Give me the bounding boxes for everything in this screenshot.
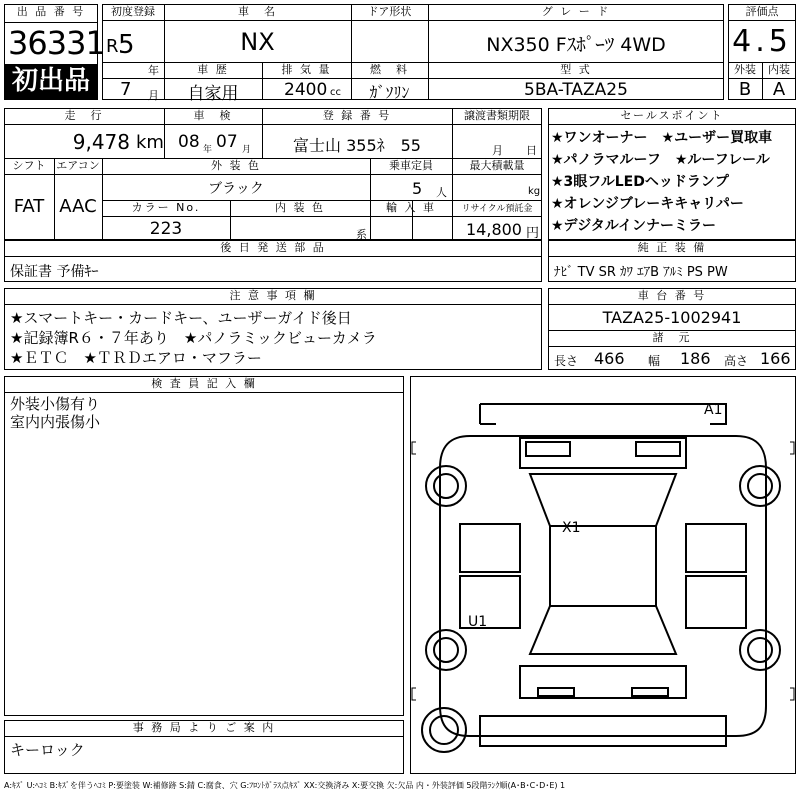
sales-point: ★ワンオーナー ★ユーザー買取車 bbox=[551, 130, 773, 146]
era: R bbox=[106, 36, 119, 57]
ac-label: エアコン bbox=[56, 159, 100, 172]
shift: FAT bbox=[13, 196, 45, 217]
inspection-label: 車 検 bbox=[193, 109, 233, 122]
exterior-label: 外装 bbox=[734, 63, 756, 76]
dims-label: 諸 元 bbox=[652, 331, 692, 344]
grade-label: グ レ ー ド bbox=[541, 5, 611, 18]
int-color-label: 内 装 色 bbox=[275, 201, 325, 214]
later-parts: 保証書 予備ｷｰ bbox=[10, 264, 99, 280]
interior-grade: A bbox=[772, 79, 786, 100]
fuel: ｶﾞｿﾘﾝ bbox=[369, 83, 410, 102]
mileage-value: 9,478 bbox=[72, 130, 130, 154]
transfer-label: 譲渡書類期限 bbox=[464, 109, 530, 122]
recycle-value: 14,800 bbox=[466, 220, 522, 239]
sales-points-label: セールスポイント bbox=[620, 109, 724, 122]
inspection-month-unit: 月 bbox=[242, 145, 252, 155]
sales-points-list bbox=[551, 127, 796, 237]
payload-label: 最大積載量 bbox=[469, 159, 525, 172]
lot-number: 36331 bbox=[8, 24, 105, 62]
history: 自家用 bbox=[187, 84, 239, 104]
sales-point: ★オレンジブレーキキャリパー bbox=[551, 196, 744, 212]
office-notice: キーロック bbox=[10, 741, 85, 759]
height-label: 高さ bbox=[724, 354, 749, 368]
displacement: 2400 bbox=[284, 80, 328, 100]
sales-point: ★デジタルインナーミラー bbox=[551, 218, 717, 234]
inspection-month: 07 bbox=[216, 132, 238, 152]
inspector-line: 室内内張傷小 bbox=[10, 413, 101, 431]
reg-year: 5 bbox=[118, 30, 135, 60]
displacement-label: 排 気 量 bbox=[281, 63, 332, 76]
car-name: NX bbox=[240, 28, 275, 56]
length-label: 長さ bbox=[554, 354, 579, 368]
registration-label: 登 録 番 号 bbox=[322, 109, 392, 122]
model-label: 型 式 bbox=[560, 63, 592, 76]
chassis-label: 車 台 番 号 bbox=[637, 289, 707, 302]
int-color-suffix: 系 bbox=[356, 228, 367, 241]
color-no-label: カラー No. bbox=[131, 201, 201, 214]
mileage-unit: km bbox=[136, 132, 164, 153]
width: 186 bbox=[680, 349, 711, 368]
lot-label: 出 品 番 号 bbox=[16, 5, 86, 18]
month-unit: 月 bbox=[148, 89, 159, 102]
length: 466 bbox=[594, 349, 625, 368]
interior-label: 内装 bbox=[768, 63, 790, 76]
notes-list bbox=[10, 308, 377, 368]
import-label: 輸 入 車 bbox=[386, 201, 436, 214]
history-label: 車 歴 bbox=[197, 63, 229, 76]
inspection-year: 08 bbox=[178, 132, 200, 152]
ac: AAC bbox=[59, 196, 97, 217]
registration-number: 富士山 355ﾈ 55 bbox=[293, 136, 421, 155]
mileage-label: 走 行 bbox=[64, 109, 104, 122]
equipment-label: 純 正 装 備 bbox=[637, 241, 707, 254]
chassis-number: TAZA25-1002941 bbox=[602, 308, 742, 327]
transfer-day: 日 bbox=[526, 144, 537, 157]
inspection-year-unit: 年 bbox=[203, 145, 213, 155]
color-no: 223 bbox=[149, 219, 183, 239]
inspector-line: 外装小傷有り bbox=[10, 395, 101, 413]
year-unit: 年 bbox=[148, 64, 159, 77]
fuel-label: 燃 料 bbox=[370, 63, 409, 76]
transfer-month: 月 bbox=[492, 144, 503, 157]
shift-label: シフト bbox=[12, 159, 46, 172]
capacity: 5 bbox=[412, 179, 423, 198]
note-line: ★記録簿R６・７年あり ★パノラミックビューカメラ bbox=[10, 329, 377, 347]
damage-mark-u1: U1 bbox=[468, 614, 488, 630]
inspector-notes bbox=[10, 395, 100, 431]
note-line: ★スマートキー・カードキー、ユーザーガイド後日 bbox=[10, 309, 352, 327]
damage-legend: A:ｷｽﾞ U:ﾍｺﾐ B:ｷｽﾞを伴うﾍｺﾐ P:要塗装 W:補修跡 S:錆 C:腐食、穴 G:ﾌﾛﾝﾄｶﾞﾗｽ点ｷｽﾞ XX:交換済み X:要交換 欠:欠品 内・外装評価 5段階ﾗﾝｸ順(A･B･C･D･E) 1 bbox=[4, 781, 566, 790]
rating-score: 4.5 bbox=[732, 24, 792, 59]
displacement-unit: cc bbox=[330, 87, 341, 98]
office-label: 事 務 局 よ り ご 案 内 bbox=[132, 721, 276, 734]
car-name-label: 車 名 bbox=[238, 5, 277, 18]
width-label: 幅 bbox=[648, 354, 661, 368]
ext-color: ブラック bbox=[208, 181, 264, 197]
door-label: ドア形状 bbox=[367, 5, 412, 18]
recycle-label: リサイクル預託金 bbox=[461, 204, 533, 214]
model: 5BA-TAZA25 bbox=[524, 80, 628, 100]
ext-color-label: 外 装 色 bbox=[211, 159, 261, 172]
capacity-label: 乗車定員 bbox=[389, 159, 433, 172]
note-line: ★ＥＴＣ ★ＴＲＤエアロ・マフラー bbox=[10, 349, 262, 367]
first-reg-label: 初度登録 bbox=[111, 5, 155, 18]
height: 166 bbox=[760, 349, 791, 368]
equipment: ﾅﾋﾞ TV SR ｶﾜ ｴｱB ｱﾙﾐ PS PW bbox=[554, 265, 728, 280]
car-diagram bbox=[410, 376, 796, 774]
sales-point: ★3眼フルLEDヘッドランプ bbox=[551, 174, 729, 190]
damage-mark-a1: A1 bbox=[704, 402, 723, 418]
recycle-unit: 円 bbox=[526, 226, 540, 241]
reg-month: 7 bbox=[120, 79, 132, 100]
rating-label: 評価点 bbox=[745, 5, 779, 18]
damage-mark-x1: X1 bbox=[562, 520, 581, 536]
payload-unit: kg bbox=[528, 186, 541, 197]
first-listing-badge: 初出品 bbox=[5, 64, 97, 99]
grade: NX350 Fｽﾎﾟｰﾂ 4WD bbox=[486, 34, 666, 56]
capacity-unit: 人 bbox=[436, 186, 447, 199]
inspector-label: 検 査 員 記 入 欄 bbox=[151, 377, 257, 390]
later-parts-label: 後 日 発 送 部 品 bbox=[220, 241, 326, 254]
sales-point: ★パノラマルーフ ★ルーフレール bbox=[551, 152, 770, 168]
exterior-grade: B bbox=[738, 79, 752, 100]
notes-label: 注 意 事 項 欄 bbox=[229, 289, 317, 302]
